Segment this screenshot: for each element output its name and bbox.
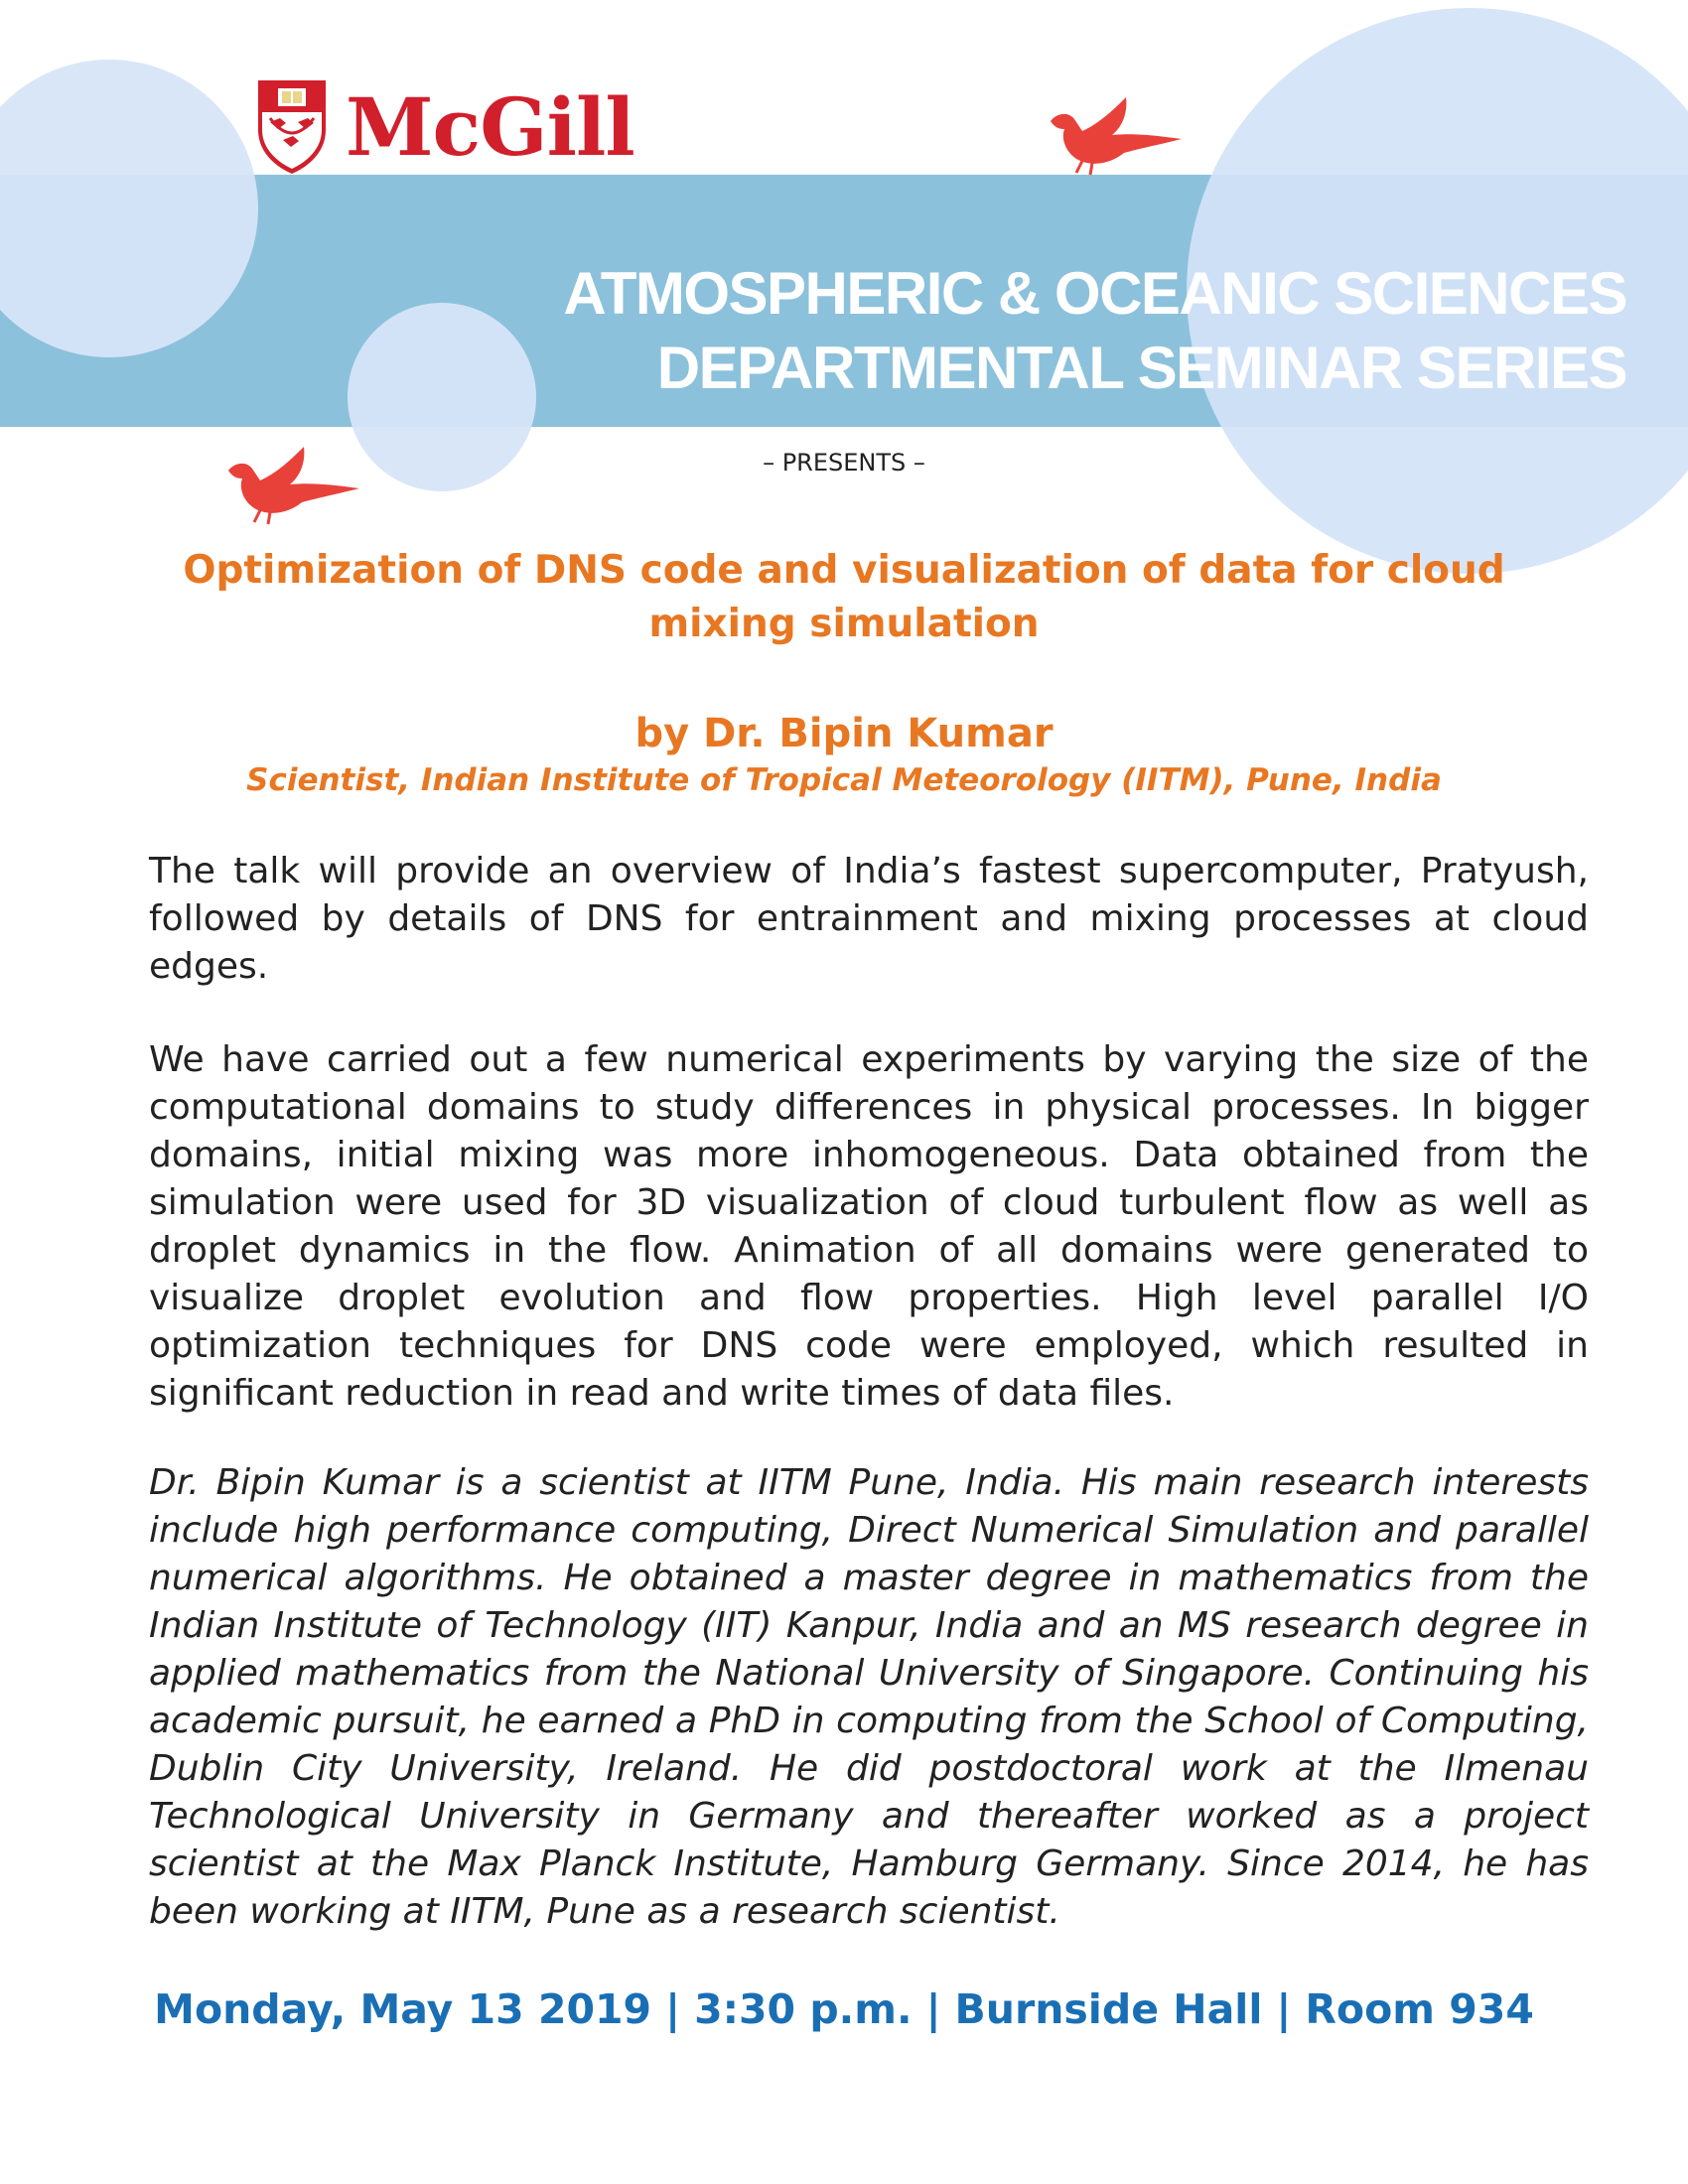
separator: |: [665, 1985, 681, 2033]
series-line-1: ATMOSPHERIC & OCEANIC SCIENCES: [563, 260, 1626, 327]
talk-title: Optimization of DNS code and visualization of data for cloud mixing simulation: [183, 548, 1505, 646]
event-details: [0, 1985, 1688, 2033]
separator: |: [925, 1985, 941, 2033]
speaker-affiliation: Scientist, Indian Institute of Tropical Meteorology (IITM), Pune, India: [246, 762, 1442, 798]
seminar-series-heading: [563, 256, 1626, 405]
series-line-2: DEPARTMENTAL SEMINAR SERIES: [656, 335, 1626, 401]
abstract-paragraph-2: We have carried out a few numerical experiments by varying the size of the computational domains to study differences in physical processes. In bigger domains, initial mixing was more inhomogeneous. Data obtained from the simulation were used for 3D visualization of cloud turbulent flow as well as droplet dynamics in the flow. Animation of all domains were generated to visualize droplet evolution and flow properties. High level parallel I/O optimization techniques for DNS code were employed, which resulted in significant reduction in read and write times of data files.: [149, 1039, 1589, 1414]
mcgill-shield-icon: [256, 78, 328, 176]
abstract-paragraph-1: The talk will provide an overview of India’s fastest supercomputer, Pratyush, followed by details of DNS for entrainment and mixing processes at cloud edges.: [149, 851, 1589, 987]
red-bird-icon: [1043, 87, 1192, 187]
event-room: Room 934: [1305, 1985, 1534, 2033]
separator: |: [1276, 1985, 1292, 2033]
event-time: 3:30 p.m.: [694, 1985, 913, 2033]
presents-label: – PRESENTS –: [763, 449, 925, 477]
logo-wordmark: McGill: [346, 80, 634, 174]
speaker-bio: Dr. Bipin Kumar is a scientist at IITM Pune, India. His main research interests include high performance computing, Direct Numerical Simulation and parallel numerical algorithms. He obtained a master degree in mathematics from the Indian Institute of Technology (IIT) Kanpur, India and an MS research degree in applied mathematics from the National University of Singapore. Continuing his academic pursuit, he earned a PhD in computing from the School of Computing, Dublin City University, Ireland. He did postdoctoral work at the Ilmenau Technological University in Germany and thereafter worked as a project scientist at the Max Planck Institute, Hamburg Germany. Since 2014, he has been working at IITM, Pune as a research scientist.: [149, 1462, 1589, 1932]
event-date: Monday, May 13 2019: [154, 1985, 652, 2033]
speaker-name: by Dr. Bipin Kumar: [634, 711, 1054, 756]
mcgill-logo: [256, 77, 634, 177]
event-building: Burnside Hall: [954, 1985, 1263, 2033]
